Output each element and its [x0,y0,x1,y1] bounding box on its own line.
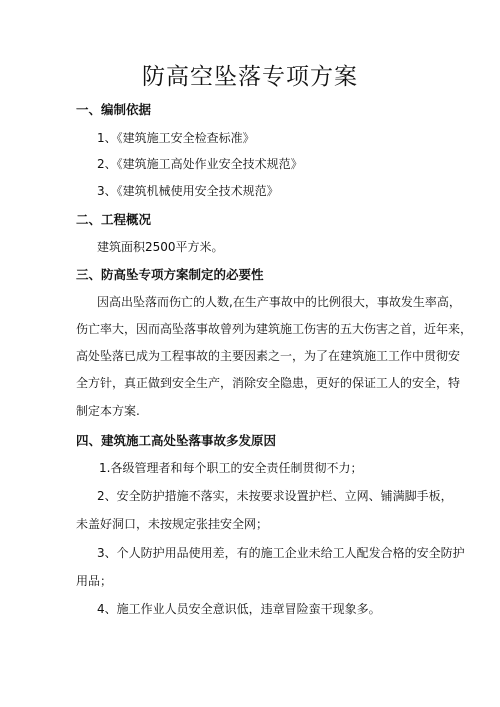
necessity-line-2: 伤亡率大，因而高坠落事故曾列为建筑施工伤害的五大伤害之首，近年来， [76,322,473,336]
necessity-line-3: 高处坠落已成为工程事故的主要因素之一，为了在建筑施工工作中贯彻安 [76,349,461,363]
cause-line-6: 4、施工作业人员安全意识低，违章冒险蛮干现象多。 [97,602,381,616]
document-title: 防高空坠落专项方案 [142,64,358,90]
cause-line-5: 用品； [76,574,113,588]
necessity-line-4: 全方针，真正做到安全生产，消除安全隐患，更好的保证工人的安全，特 [76,376,461,390]
basis-item-3: 3、《建筑机械使用安全技术规范》 [97,184,279,198]
necessity-line-1: 因高出坠落而伤亡的人数,在生产事故中的比例很大，事故发生率高， [97,295,461,309]
section-heading-necessity: 三、防高坠专项方案制定的必要性 [76,267,264,282]
section-heading-causes: 四、建筑施工高处坠落事故多发原因 [76,433,277,448]
cause-line-1: 1.各级管理者和每个职工的安全责任制贯彻不力； [99,461,363,475]
cause-line-3: 未盖好洞口，未按规定张挂安全网； [76,517,269,531]
cause-line-4: 3、个人防护用品使用差，有的施工企业未给工人配发合格的安全防护 [97,546,465,560]
basis-item-1: 1、《建筑施工安全检查标准》 [97,131,255,145]
basis-item-2: 2、《建筑施工高处作业安全技术规范》 [97,157,303,171]
section-heading-basis: 一、编制依据 [76,102,152,117]
cause-line-2: 2、安全防护措施不落实，未按要求设置护栏、立网、铺满脚手板， [97,489,453,503]
section-heading-overview: 二、工程概况 [76,212,152,227]
necessity-line-5: 制定本方案. [76,404,140,418]
overview-text: 建筑面积2500平方米。 [97,240,224,254]
